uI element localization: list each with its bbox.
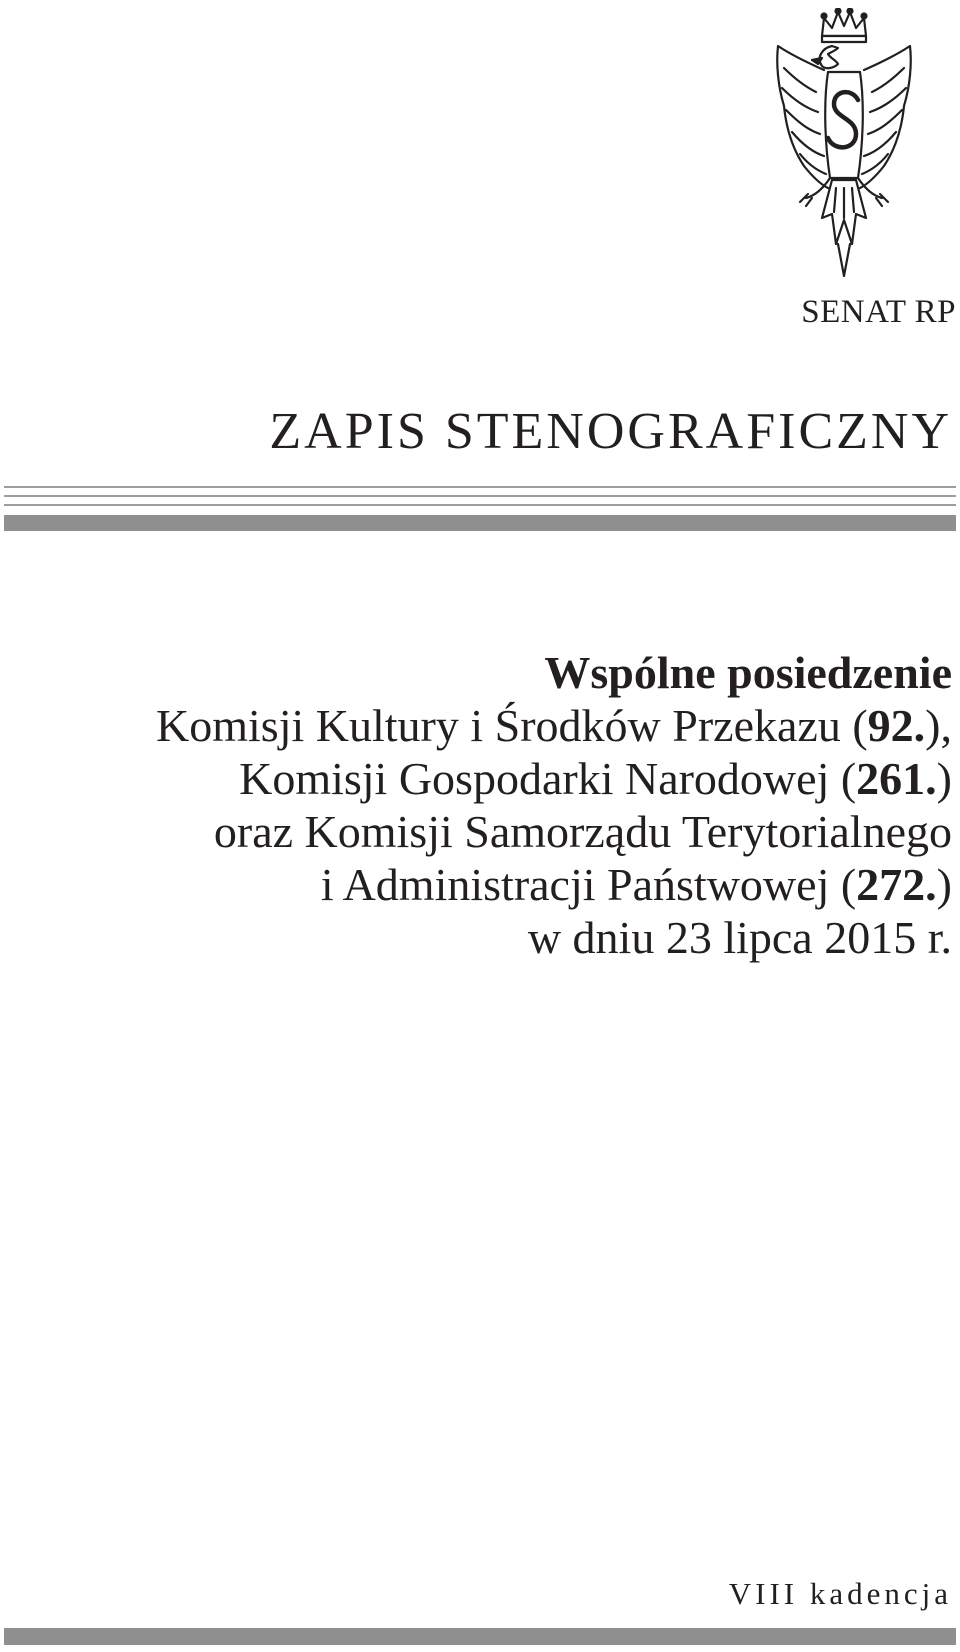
committee-line-2-number: 261. (856, 753, 937, 804)
divider-thin-3 (4, 504, 956, 506)
session-title-block (12, 646, 952, 964)
committee-line-1-suffix: ), (925, 700, 952, 751)
committee-line-2-suffix: ) (936, 753, 952, 804)
committee-line-4-text: i Administracji Państwowej ( (320, 859, 857, 910)
committee-line-1-text: Komisji Kultury i Środków Przekazu ( (156, 700, 868, 751)
session-date: w dniu 23 lipca 2015 r. (527, 912, 952, 963)
kadencja-label: VIII kadencja (728, 1576, 952, 1611)
committee-line-2 (12, 752, 952, 805)
committee-line-1-number: 92. (867, 700, 926, 751)
document-type-heading: ZAPIS STENOGRAFICZNY (269, 403, 952, 460)
crowned-eagle-emblem-icon (772, 8, 916, 280)
committee-line-1 (12, 699, 952, 752)
senat-rp-label: SENAT RP (801, 294, 956, 330)
session-heading: Wspólne posiedzenie (544, 647, 952, 698)
bottom-bar (4, 1628, 956, 1645)
committee-line-4 (12, 858, 952, 911)
divider-thick (4, 515, 956, 531)
divider-thin-2 (4, 495, 956, 497)
committee-line-3: oraz Komisji Samorządu Terytorialnego (213, 806, 952, 857)
committee-line-4-number: 272. (856, 859, 937, 910)
divider-thin-1 (4, 486, 956, 488)
committee-line-4-suffix: ) (936, 859, 952, 910)
committee-line-2-text: Komisji Gospodarki Narodowej ( (239, 753, 857, 804)
